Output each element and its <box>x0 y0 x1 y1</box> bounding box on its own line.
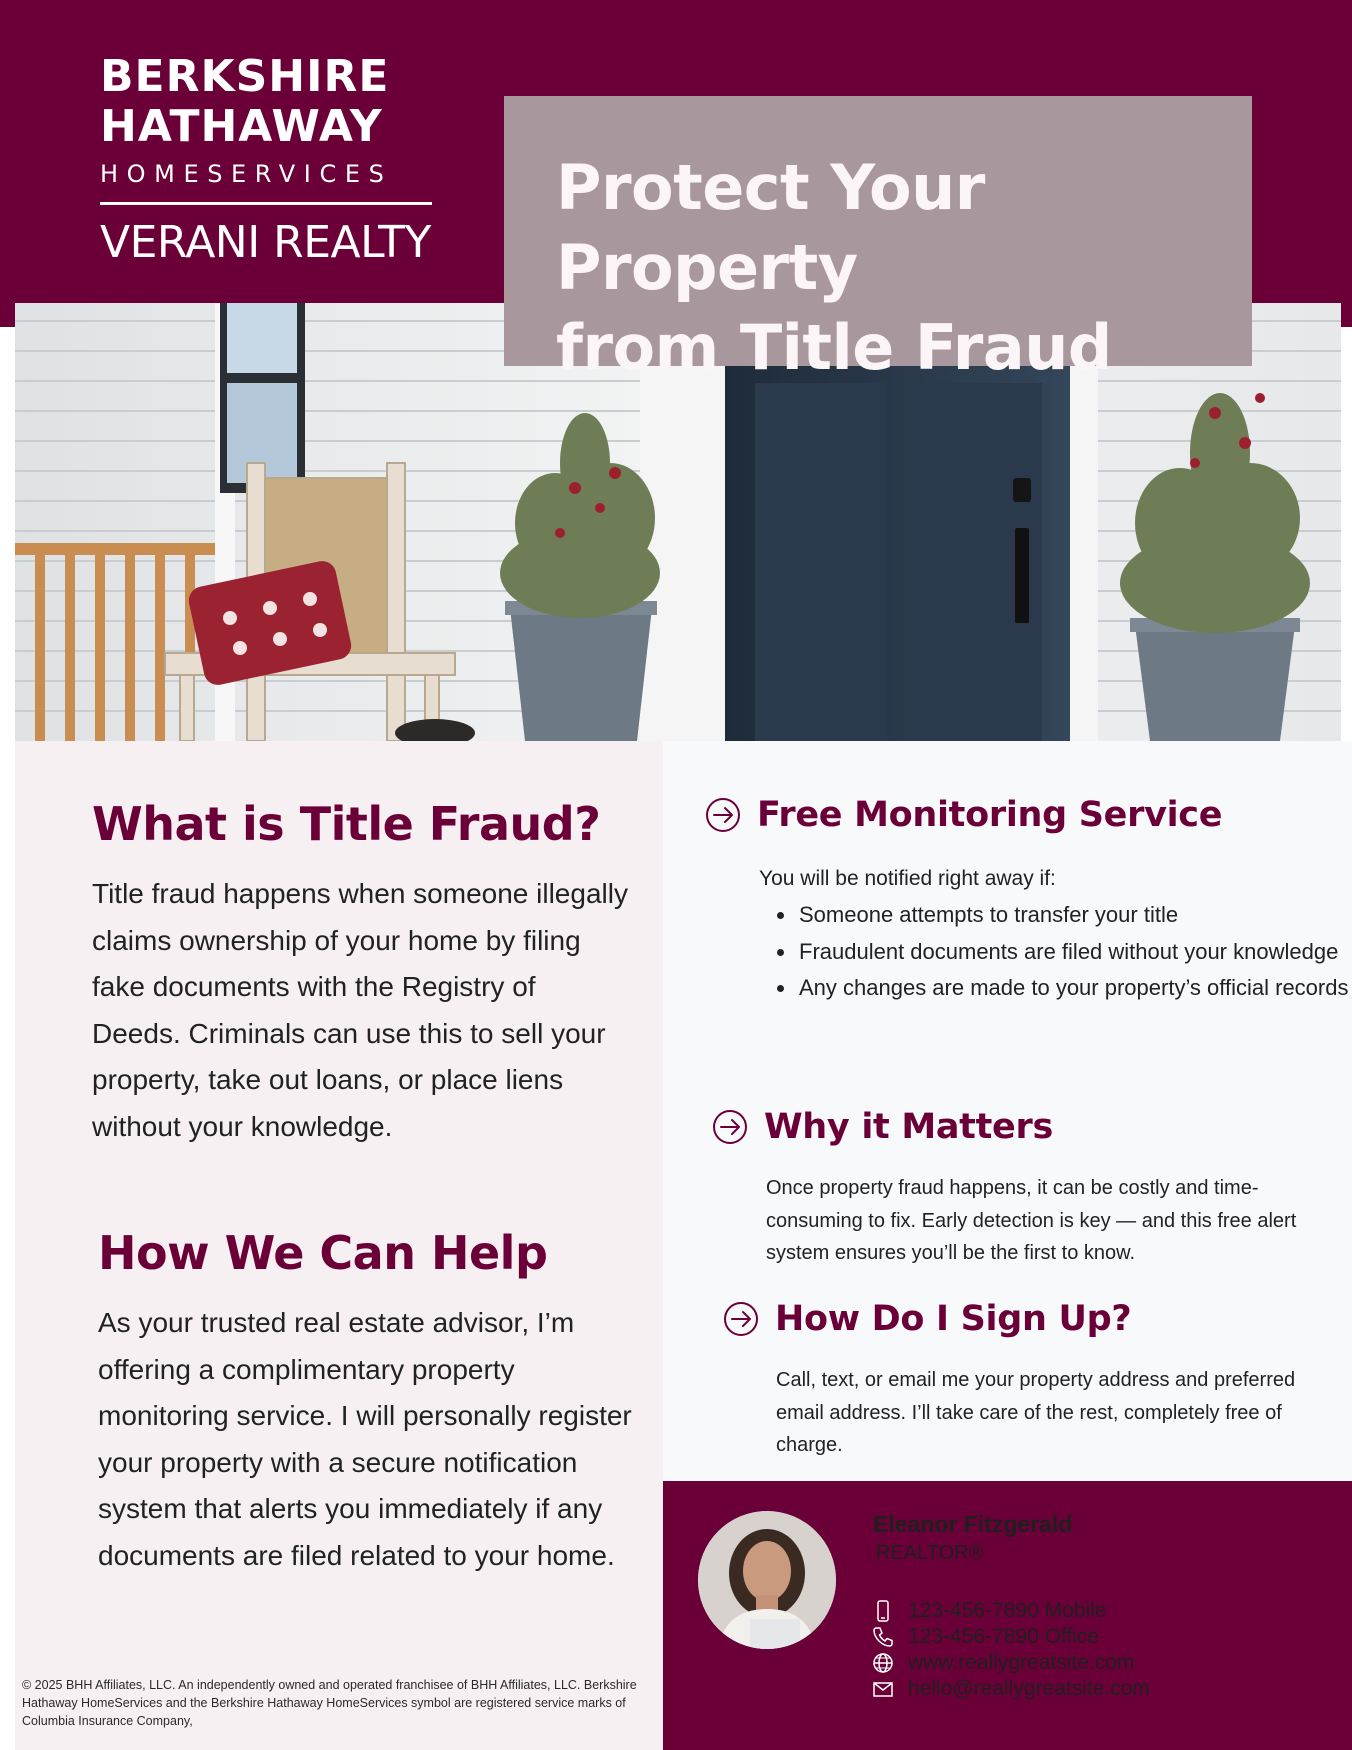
phone-icon <box>872 1626 894 1648</box>
monitoring-heading: Free Monitoring Service <box>757 795 1223 835</box>
matters-heading-row <box>712 1105 1053 1149</box>
logo-divider <box>100 202 432 205</box>
contact-email[interactable]: hello@reallygreatsite.com <box>908 1677 1150 1700</box>
contact-office-row <box>872 1624 1099 1650</box>
logo-line-hathaway: HATHAWAY <box>100 101 383 152</box>
agent-name: Eleanor Fitzgerald <box>873 1511 1073 1537</box>
mobile-phone-icon <box>872 1600 894 1622</box>
contact-email-row <box>872 1676 1150 1702</box>
legal-footer: © 2025 BHH Affiliates, LLC. An independently owned and operated franchisee of BHH Affiliates, LLC. Berkshire Hathaway HomeServices and the Berkshire Hathaway HomeServices symbol are registered service marks of Columbia Insurance Company, <box>22 1678 637 1728</box>
arrow-circle-icon <box>712 1109 748 1145</box>
help-body: As your trusted real estate advisor, I’m offering a complimentary property monitoring service. I will personally register your property with a secure notification system that alerts you immediately if any documents are filed related to your home. <box>98 1307 632 1571</box>
contact-website[interactable]: www.reallygreatsite.com <box>908 1651 1135 1674</box>
contact-office[interactable]: 123-456-7890 Office <box>908 1625 1100 1648</box>
contact-mobile[interactable]: 123-456-7890 Mobile <box>908 1599 1107 1622</box>
title-box <box>504 96 1252 384</box>
matters-body: Once property fraud happens, it can be costly and time-consuming to fix. Early detection is key — and this free alert system ensures you’ll be the first to know. <box>766 1177 1297 1264</box>
company-logo <box>100 52 440 269</box>
envelope-icon <box>872 1678 894 1700</box>
logo-line-berkshire: BERKSHIRE <box>100 51 390 102</box>
signup-heading: How Do I Sign Up? <box>775 1299 1132 1339</box>
arrow-circle-icon <box>723 1301 759 1337</box>
what-body: Title fraud happens when someone illegally claims ownership of your home by filing fake documents with the Registry of Deeds. Criminals can use this to sell your property, take out loans, or place liens without your knowledge. <box>92 878 628 1142</box>
monitoring-heading-row <box>705 793 1222 837</box>
list-item: • Any changes are made to your property’s official records <box>797 970 1352 1007</box>
monitoring-list <box>759 897 1352 1007</box>
monitoring-intro: You will be notified right away if: <box>759 867 1056 890</box>
avatar <box>698 1511 836 1649</box>
globe-icon <box>872 1652 894 1674</box>
contact-website-row <box>872 1650 1134 1676</box>
matters-heading: Why it Matters <box>764 1107 1053 1147</box>
agent-role: REALTOR® <box>876 1542 984 1564</box>
agent-portrait <box>698 1511 836 1649</box>
list-item: • Someone attempts to transfer your title <box>797 897 1352 934</box>
arrow-circle-icon <box>705 797 741 833</box>
logo-line-verani: VERANI REALTY <box>100 217 431 268</box>
contact-mobile-row <box>872 1598 1106 1624</box>
signup-heading-row <box>723 1297 1131 1341</box>
list-item: • Fraudulent documents are filed without your knowledge <box>797 934 1352 971</box>
logo-line-homeservices: HOMESERVICES <box>100 160 393 188</box>
page-title <box>556 148 1222 388</box>
title-line-1: Protect Your Property <box>556 151 985 304</box>
what-heading: What is Title Fraud? <box>92 797 601 851</box>
title-line-2: from Title Fraud <box>556 311 1112 384</box>
help-heading: How We Can Help <box>98 1226 548 1280</box>
signup-body: Call, text, or email me your property address and preferred email address. I’ll take care of the rest, completely free of charge. <box>776 1369 1296 1456</box>
